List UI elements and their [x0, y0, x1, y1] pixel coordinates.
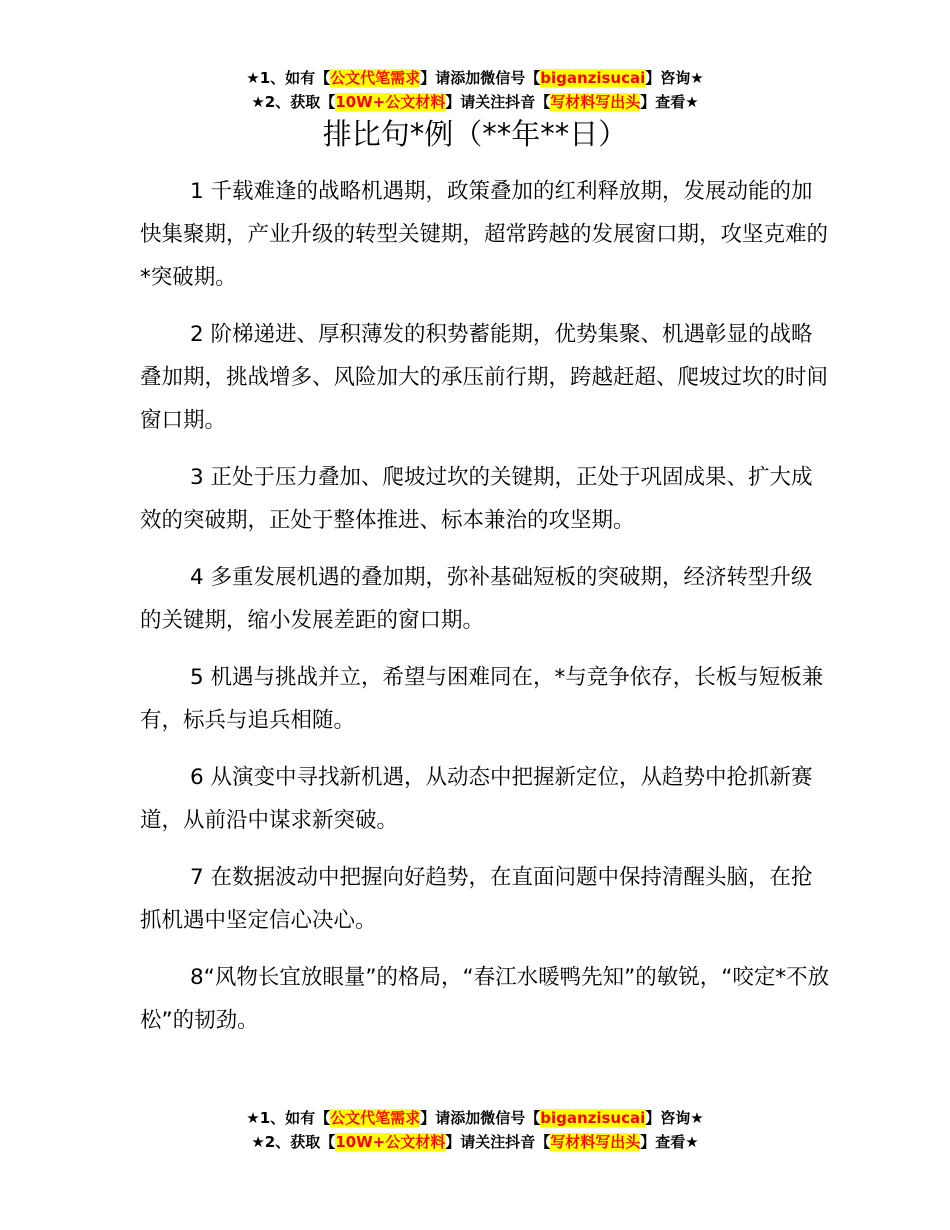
footer-highlight-wechat-id: biganzisucai — [540, 1109, 646, 1127]
header-highlight-wechat-id: biganzisucai — [540, 69, 646, 87]
header-highlight-materials: 10W+公文材料 — [335, 93, 446, 111]
footer-banner-line-1: ★1、如有【公文代笔需求】请添加微信号【biganzisucai】咨询★ — [246, 1109, 704, 1127]
header-banner-line-1: ★1、如有【公文代笔需求】请添加微信号【biganzisucai】咨询★ — [246, 69, 704, 87]
paragraph-6: 6 从演变中寻找新机遇，从动态中把握新定位，从趋势中抢抓新赛道，从前沿中谋求新突破。 — [140, 765, 813, 833]
footer-banner — [0, 1106, 950, 1154]
paragraph-5: 5 机遇与挑战并立，希望与困难同在，*与竞争依存，长板与短板兼有，标兵与追兵相随。 — [140, 665, 824, 733]
header-highlight-ghostwriting: 公文代笔需求 — [330, 69, 421, 87]
header-highlight-douyin: 写材料写出头 — [550, 93, 641, 111]
document-body — [140, 170, 830, 1056]
footer-highlight-materials: 10W+公文材料 — [335, 1133, 446, 1151]
document-title: 排比句*例（**年**日） — [322, 117, 628, 151]
paragraph-2: 2 阶梯递进、厚积薄发的积势蓄能期，优势集聚、机遇彰显的战略叠加期，挑战增多、风险加大的承压前行期，跨越赶超、爬坡过坎的时间窗口期。 — [140, 322, 829, 433]
paragraph-4: 4 多重发展机遇的叠加期，弥补基础短板的突破期，经济转型升级的关键期，缩小发展差距的窗口期。 — [140, 565, 813, 633]
paragraph-7: 7 在数据波动中把握向好趋势，在直面问题中保持清醒头脑，在抢抓机遇中坚定信心决心。 — [140, 865, 813, 933]
footer-highlight-ghostwriting: 公文代笔需求 — [330, 1109, 421, 1127]
footer-highlight-douyin: 写材料写出头 — [550, 1133, 641, 1151]
paragraph-3: 3 正处于压力叠加、爬坡过坎的关键期，正处于巩固成果、扩大成效的突破期，正处于整体推进、标本兼治的攻坚期。 — [140, 465, 813, 533]
paragraph-8: 8“风物长宜放眼量”的格局，“春江水暖鸭先知”的敏锐，“咬定*不放松”的韧劲。 — [140, 965, 830, 1033]
header-banner — [0, 66, 950, 114]
header-banner-line-2: ★2、获取【10W+公文材料】请关注抖音【写材料写出头】查看★ — [251, 93, 699, 111]
footer-banner-line-2: ★2、获取【10W+公文材料】请关注抖音【写材料写出头】查看★ — [251, 1133, 699, 1151]
paragraph-1: 1 千载难逢的战略机遇期，政策叠加的红利释放期，发展动能的加快集聚期，产业升级的转型关键期，超常跨越的发展窗口期，攻坚克难的*突破期。 — [140, 179, 829, 290]
